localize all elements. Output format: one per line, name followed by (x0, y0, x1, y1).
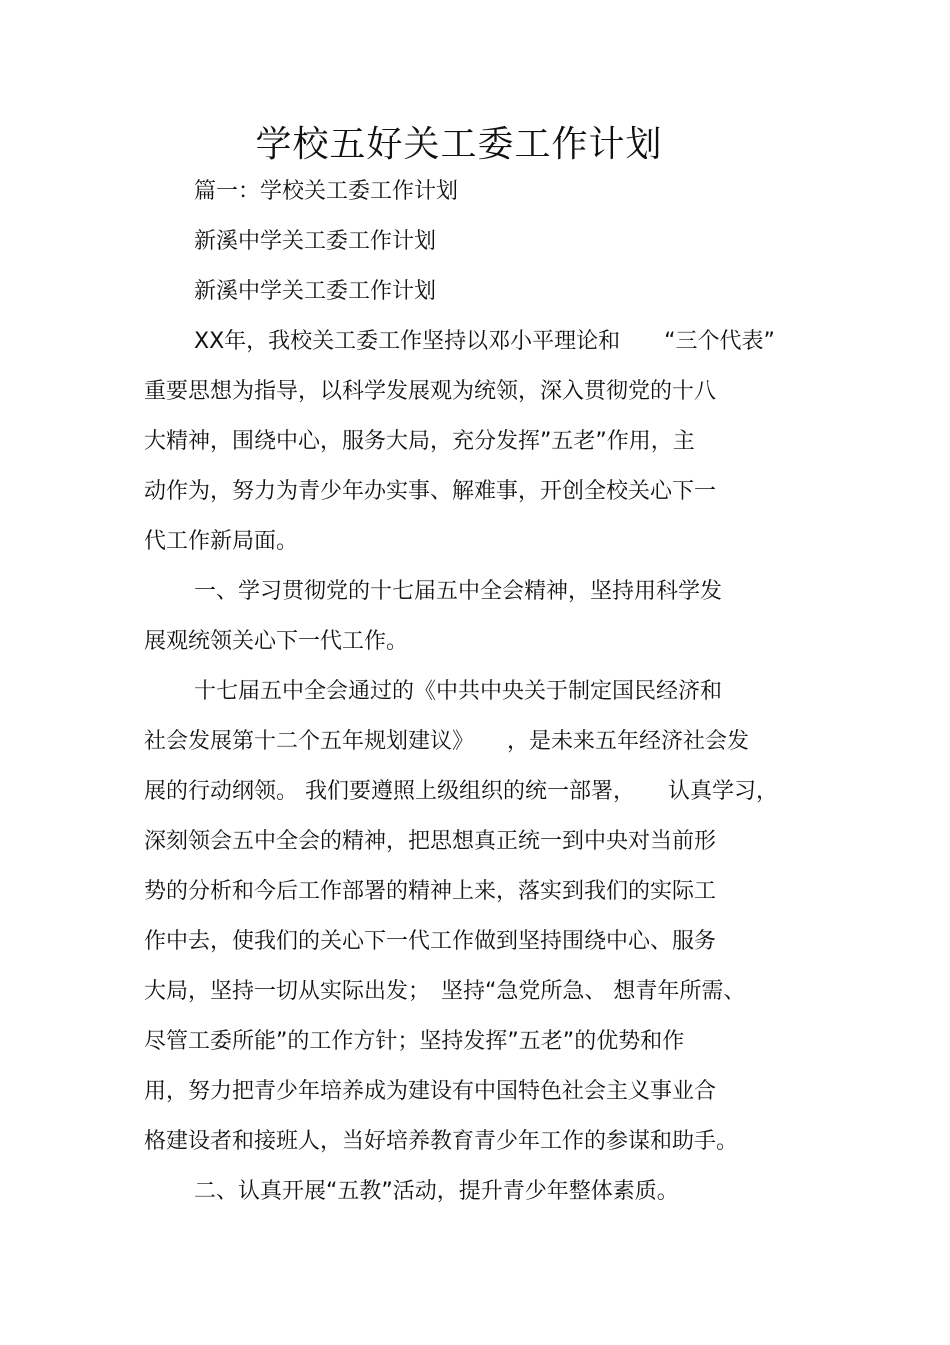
text-line: 大精神，围绕中心，服务大局，充分发挥”五老”作用，主 (144, 429, 695, 454)
text-line: 势的分析和今后工作部署的精神上来，落实到我们的实际工 (144, 879, 717, 904)
text-line: 大局，坚持一切从实际出发； 坚持“急党所急、 想青年所需、 (144, 979, 746, 1004)
text-line: 重要思想为指导，以科学发展观为统领，深入贯彻党的十八 (144, 379, 717, 404)
text-line: 十七届五中全会通过的《中共中央关于制定国民经济和 (194, 679, 723, 704)
text-line: 动作为，努力为青少年办实事、解难事，开创全校关心下一 (144, 479, 717, 504)
text-line: 展观统领关心下一代工作。 (144, 629, 409, 654)
text-line: 用，努力把青少年培养成为建设有中国特色社会主义事业合 (144, 1079, 717, 1104)
text-line: 二、认真开展“五教”活动，提升青少年整体素质。 (194, 1179, 679, 1204)
text-line: 格建设者和接班人，当好培养教育青少年工作的参谋和助手。 (144, 1129, 739, 1154)
text-line: 深刻领会五中全会的精神，把思想真正统一到中央对当前形 (144, 829, 717, 854)
text-line: 展的行动纲领。 我们要遵照上级组织的统一部署， 认真学习， (144, 779, 778, 804)
text-line: 新溪中学关工委工作计划 (194, 229, 437, 254)
text-line: XX年，我校关工委工作坚持以邓小平理论和 “三个代表” (194, 329, 775, 354)
text-line: 一、学习贯彻党的十七届五中全会精神，坚持用科学发 (194, 579, 723, 604)
text-line: 代工作新局面。 (144, 529, 299, 554)
text-line: 篇一：学校关工委工作计划 (194, 179, 459, 204)
text-line: 尽管工委所能”的工作方针；坚持发挥”五老”的优势和作 (144, 1029, 685, 1054)
text-line: 社会发展第十二个五年规划建议》 ，是未来五年经济社会发 (144, 729, 750, 754)
text-line: 新溪中学关工委工作计划 (194, 279, 437, 304)
document-title: 学校五好关工委工作计划 (255, 124, 663, 165)
text-line: 作中去，使我们的关心下一代工作做到坚持围绕中心、服务 (144, 929, 717, 954)
